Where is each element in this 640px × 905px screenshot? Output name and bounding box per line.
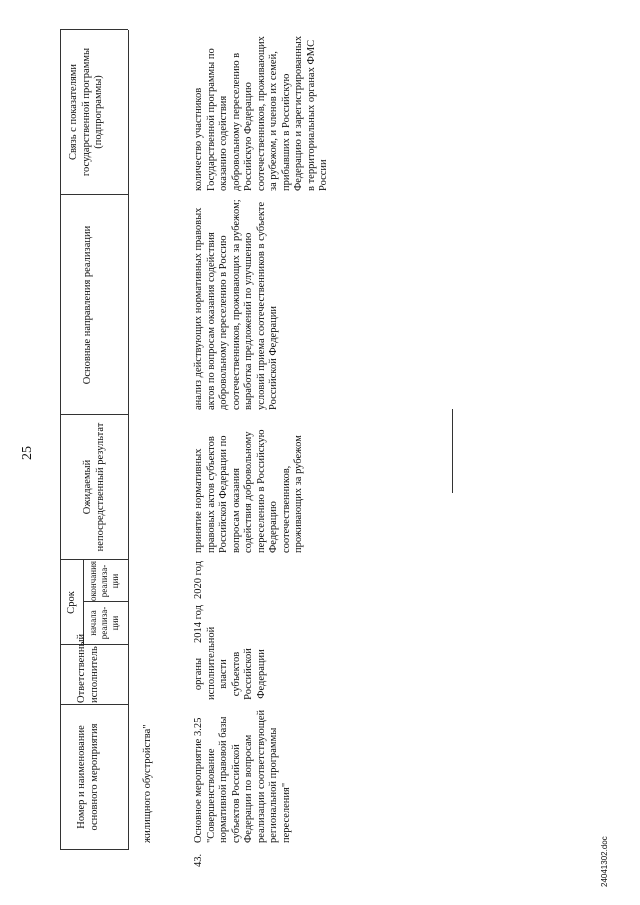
header-executor: Ответственный исполнитель xyxy=(76,633,100,703)
continuation-text: жилищного обустройства" xyxy=(142,724,153,843)
row-name: Основное мероприятие 3.25 "Совершенствование нормативной правовой базы субъектов Российской Федерации по вопросам реализации соответствующей региональной программы переселения" xyxy=(193,709,292,843)
row-start: 2014 год xyxy=(193,605,204,643)
term-subheader-line xyxy=(83,560,84,645)
header-bottom-border xyxy=(128,30,129,850)
col-border-4 xyxy=(60,559,128,560)
row-result: принятие нормативных правовых актов субъектов Российской Федерации по вопросам оказания содействия добровольному переселению в Российскую Федерацию соотечественников, проживающих за рубежом xyxy=(193,429,304,553)
col-border-0 xyxy=(60,849,128,850)
header-start: начала реализа-ции xyxy=(88,606,120,640)
table-top-border xyxy=(60,30,61,850)
col-border-1 xyxy=(60,704,128,705)
header-directions: Основные направления реализации xyxy=(82,225,93,385)
header-end: окончания реализа-ции xyxy=(88,560,120,601)
header-term: Срок xyxy=(66,591,77,614)
col-border-7 xyxy=(60,29,128,30)
page-number: 25 xyxy=(20,446,35,460)
col-border-5 xyxy=(60,414,128,415)
header-result: Ожидаемый непосредственный результат xyxy=(82,422,106,552)
row-end: 2020 год xyxy=(193,561,204,599)
row-number: 43. xyxy=(193,853,204,867)
row-link: количество участников Государственной программы по оказанию содействия добровольному переселению в Российскую Федерацию соотечественников, проживающих за рубежом, и членов их семей, прибывших в Российскую Федерацию и зарегистрированных в территориальных органах ФМС России xyxy=(193,35,329,191)
header-link: Связь с показателями государственной программы (подпрограммы) xyxy=(68,47,104,177)
footer-filename: 24041302.doc xyxy=(600,836,609,887)
header-name: Номер и наименование основного мероприятия xyxy=(76,723,100,831)
row-executor: органы исполнительной власти субъектов Российской Федерации xyxy=(193,626,267,700)
col-border-6 xyxy=(60,194,128,195)
col-border-2 xyxy=(60,644,128,645)
separator-line xyxy=(452,409,453,493)
col-border-3 xyxy=(83,601,128,602)
row-directions: анализ действующих нормативных правовых актов по вопросам оказания содействия добровольному переселению в Россию соотечественников, проживающих за рубежом; выработка предложений по улучшению условий приема соотечественников в субъекте Российской Федерации xyxy=(193,199,279,410)
